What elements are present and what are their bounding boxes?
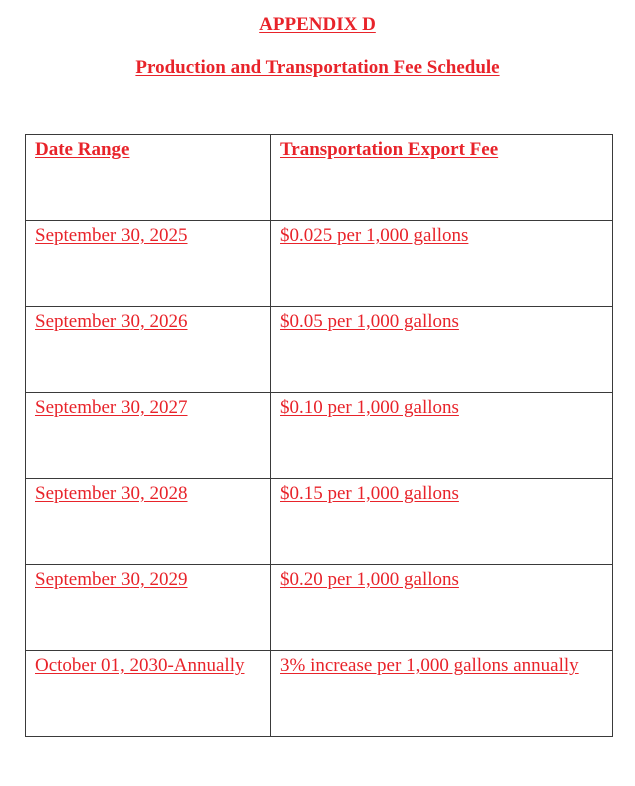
fee-cell: $0.025 per 1,000 gallons [271,221,613,307]
date-cell: September 30, 2029 [26,565,271,651]
fee-cell: $0.10 per 1,000 gallons [271,393,613,479]
table-header-row [26,135,613,221]
fee-schedule-table [25,134,613,737]
document-subtitle: Production and Transportation Fee Schedule [135,57,500,78]
fee-cell: 3% increase per 1,000 gallons annually [271,651,613,737]
table-row [26,393,613,479]
fee-cell: $0.20 per 1,000 gallons [271,565,613,651]
table-row [26,221,613,307]
fee-cell: $0.15 per 1,000 gallons [271,479,613,565]
date-cell: September 30, 2028 [26,479,271,565]
table-row [26,479,613,565]
fee-header: Transportation Export Fee [271,135,613,221]
date-cell: September 30, 2027 [26,393,271,479]
date-cell: September 30, 2026 [26,307,271,393]
appendix-title: APPENDIX D [259,14,376,35]
table-row [26,651,613,737]
date-cell: October 01, 2030-Annually [26,651,271,737]
table-row [26,565,613,651]
table-row [26,307,613,393]
fee-cell: $0.05 per 1,000 gallons [271,307,613,393]
date-range-header: Date Range [26,135,271,221]
date-cell: September 30, 2025 [26,221,271,307]
